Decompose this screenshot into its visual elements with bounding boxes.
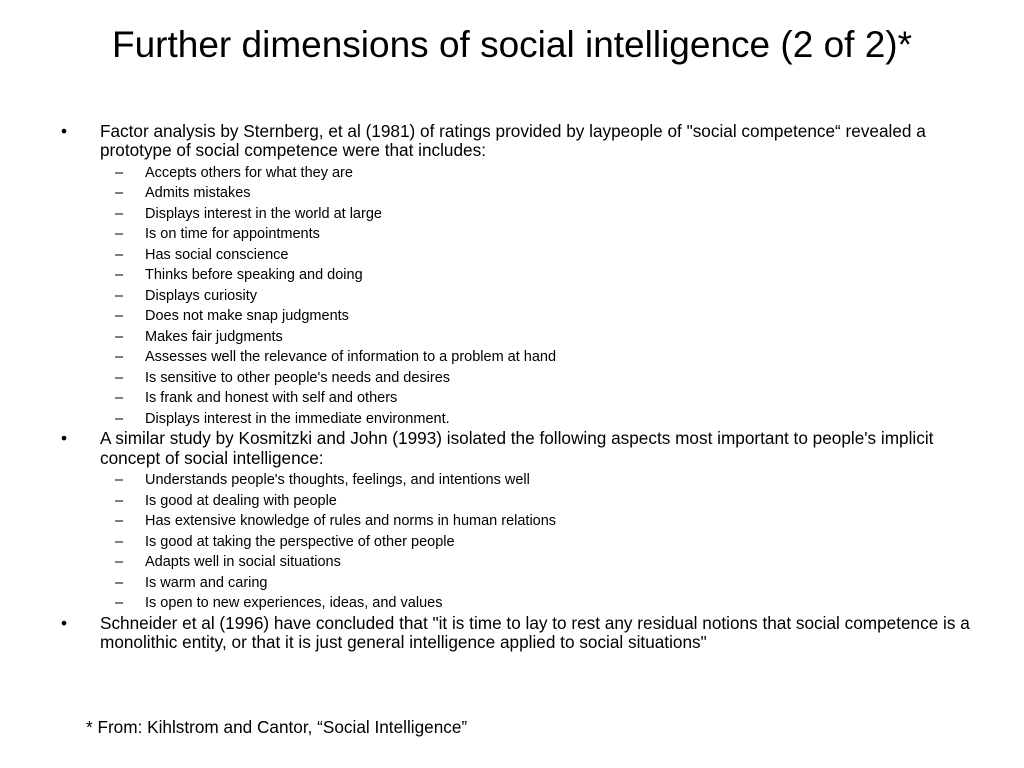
sub-item-text: Assesses well the relevance of information to a problem at hand xyxy=(145,349,557,366)
sub-bullet-marker: – xyxy=(115,205,124,222)
bullet-text: Factor analysis by Sternberg, et al (1981) of ratings provided by laypeople of "social competence“ revealed a prototype of social competence were that includes: xyxy=(100,121,926,161)
sub-list-wrapper xyxy=(56,470,976,614)
sub-list-item xyxy=(56,204,976,225)
bullet-item xyxy=(56,614,976,653)
sub-list-item xyxy=(56,593,976,614)
sub-list-item xyxy=(56,532,976,553)
sub-list-item xyxy=(56,470,976,491)
sub-bullet-marker: – xyxy=(115,349,124,366)
sub-bullet-marker: – xyxy=(115,390,124,407)
sub-bullet-marker: – xyxy=(115,574,124,591)
sub-list-item xyxy=(56,265,976,286)
sub-bullet-marker: – xyxy=(115,472,124,489)
sub-item-text: Displays interest in the world at large xyxy=(145,205,382,222)
sub-item-text: Accepts others for what they are xyxy=(145,164,353,181)
sub-item-text: Displays curiosity xyxy=(145,287,257,304)
sub-list-item xyxy=(56,388,976,409)
sub-item-text: Adapts well in social situations xyxy=(145,554,341,571)
sub-bullet-marker: – xyxy=(115,410,124,427)
bullet-marker: • xyxy=(61,121,68,141)
sub-list-item xyxy=(56,573,976,594)
sub-list-item xyxy=(56,286,976,307)
sub-bullet-marker: – xyxy=(115,226,124,243)
bullet-text: Schneider et al (1996) have concluded that "it is time to lay to rest any residual notions that social competence is a monolithic entity, or that it is just general intelligence applied to social situations" xyxy=(100,612,970,653)
sub-list-item xyxy=(56,511,976,532)
sub-item-text: Is open to new experiences, ideas, and values xyxy=(145,595,443,612)
sub-bullet-marker: – xyxy=(115,513,124,530)
sub-bullet-marker: – xyxy=(115,554,124,571)
bullet-item xyxy=(56,122,976,161)
bullet-item xyxy=(56,429,976,468)
bullet-text: A similar study by Kosmitzki and John (1993) isolated the following aspects most important to people's implicit concept of social intelligence: xyxy=(100,428,934,468)
bullet-marker: • xyxy=(61,428,68,449)
sub-list-item xyxy=(56,347,976,368)
sub-bullet-marker: – xyxy=(115,369,124,386)
slide-title: Further dimensions of social intelligence (2 of 2)* xyxy=(112,24,912,65)
sub-bullet-marker: – xyxy=(115,164,124,181)
sub-bullet-marker: – xyxy=(115,308,124,325)
sub-item-text: Is on time for appointments xyxy=(145,226,320,243)
sub-list-item xyxy=(56,183,976,204)
sub-bullet-marker: – xyxy=(115,287,124,304)
sub-list-item xyxy=(56,245,976,266)
bullet-marker: • xyxy=(61,612,68,633)
sub-item-text: Does not make snap judgments xyxy=(145,308,349,325)
sub-bullet-marker: – xyxy=(115,595,124,612)
sub-item-text: Is good at dealing with people xyxy=(145,492,337,509)
sub-bullet-marker: – xyxy=(115,533,124,550)
sub-list-item xyxy=(56,163,976,184)
footnote: * From: Kihlstrom and Cantor, “Social Intelligence” xyxy=(86,717,468,737)
sub-bullet-marker: – xyxy=(115,246,124,263)
sub-bullet-marker: – xyxy=(115,185,124,202)
sub-item-text: Is warm and caring xyxy=(145,574,268,591)
sub-list-item xyxy=(56,327,976,348)
sub-list-item xyxy=(56,224,976,245)
sub-bullet-marker: – xyxy=(115,328,124,345)
sub-item-text: Has social conscience xyxy=(145,246,289,263)
sub-item-text: Is good at taking the perspective of other people xyxy=(145,533,455,550)
sub-item-text: Admits mistakes xyxy=(145,185,251,202)
sub-item-text: Has extensive knowledge of rules and norms in human relations xyxy=(145,513,557,530)
sub-list xyxy=(56,163,976,430)
sub-item-text: Makes fair judgments xyxy=(145,328,283,345)
sub-list-item xyxy=(56,306,976,327)
sub-bullet-marker: – xyxy=(115,492,124,509)
sub-item-text: Is sensitive to other people's needs and desires xyxy=(145,369,451,386)
sub-list xyxy=(56,470,976,614)
sub-list-item xyxy=(56,409,976,430)
slide-content xyxy=(56,122,976,653)
sub-bullet-marker: – xyxy=(115,267,124,284)
sub-item-text: Thinks before speaking and doing xyxy=(145,267,363,284)
sub-item-text: Is frank and honest with self and others xyxy=(145,390,398,407)
sub-list-item xyxy=(56,552,976,573)
sub-list-wrapper xyxy=(56,163,976,430)
sub-item-text: Displays interest in the immediate environment. xyxy=(145,410,450,427)
sub-list-item xyxy=(56,368,976,389)
sub-item-text: Understands people's thoughts, feelings, and intentions well xyxy=(145,472,530,489)
sub-list-item xyxy=(56,491,976,512)
